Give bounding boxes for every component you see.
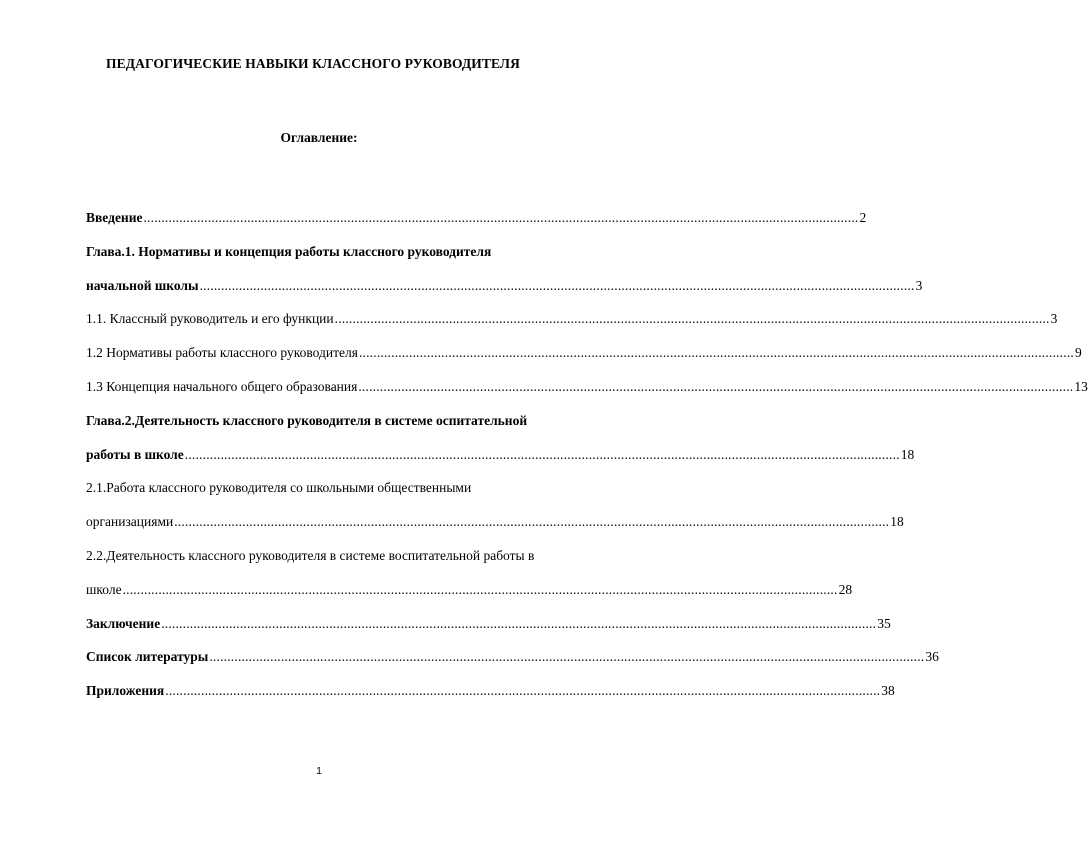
toc-entry-page: 13 [1074, 378, 1088, 394]
toc-entry-page: 2 [859, 210, 867, 225]
toc-leader-dots: ........................................................................................................................................................................................................ [165, 683, 881, 699]
toc-entry-page: 36 [925, 649, 939, 665]
toc-entry-text: работы в школе [86, 446, 184, 462]
toc-leader-dots: ........................................................................................................................................................................................................ [143, 210, 859, 225]
toc-entry-text: Глава.1. Нормативы и концепция работы классного руководителя [86, 243, 492, 259]
toc-entry-chapter-1-line-2[interactable] [86, 277, 923, 312]
toc-entry-introduction[interactable] [86, 210, 867, 244]
toc-entry-text: начальной школы [86, 277, 199, 293]
toc-entry-references[interactable] [86, 649, 939, 683]
toc-entry-page: 3 [915, 277, 923, 293]
document-title: ПЕДАГОГИЧЕСКИЕ НАВЫКИ КЛАССНОГО РУКОВОДИТЕЛЯ [106, 56, 520, 71]
toc-entry-text: Список литературы [86, 649, 209, 665]
toc-leader-dots: ........................................................................................................................................................................................................ [122, 581, 838, 597]
toc-entry-text: 2.2.Деятельность классного руководителя в системе воспитательной работы в [86, 547, 535, 563]
toc-entry-text: 1.2 Нормативы работы классного руководителя [86, 345, 358, 361]
toc-leader-dots: ........................................................................................................................................................................................................ [209, 649, 925, 665]
toc-leader-dots: ........................................................................................................................................................................................................ [358, 345, 1074, 361]
toc-entry-section-1-1[interactable] [86, 311, 1058, 345]
toc-leader-dots: ........................................................................................................................................................................................................ [334, 311, 1050, 327]
toc-entry-page: 18 [890, 514, 904, 530]
toc-entry-text: Приложения [86, 683, 165, 699]
toc-entry-section-2-1-line-1[interactable] [86, 480, 552, 514]
toc-entry-section-1-2[interactable] [86, 345, 1082, 379]
toc-entry-page: 18 [900, 446, 915, 462]
toc-entry-chapter-1-line-1[interactable] [86, 244, 552, 278]
toc-entry-text: Заключение [86, 615, 161, 631]
toc-entry-chapter-2-line-2[interactable] [86, 446, 915, 481]
toc-leader-dots: ........................................................................................................................................................................................................ [184, 446, 900, 462]
table-of-contents [86, 210, 1088, 717]
toc-entry-text: 1.3 Концепция начального общего образования [86, 378, 358, 394]
toc-leader-dots: ........................................................................................................................................................................................................ [199, 277, 915, 293]
toc-entry-section-2-1-line-2[interactable] [86, 514, 904, 548]
toc-leader-dots: ........................................................................................................................................................................................................ [358, 378, 1074, 394]
toc-entry-appendices[interactable] [86, 683, 895, 717]
toc-entry-page: 38 [881, 683, 895, 699]
toc-entry-text: организациями [86, 514, 174, 530]
toc-entry-text: Глава.2.Деятельность классного руководителя в системе оспитательной [86, 412, 528, 428]
toc-entry-page: 35 [877, 615, 891, 631]
toc-entry-conclusion[interactable] [86, 615, 891, 650]
toc-entry-page: 9 [1074, 345, 1082, 361]
toc-entry-page: 28 [838, 581, 853, 597]
toc-entry-text: 2.1.Работа классного руководителя со школьными общественными [86, 480, 472, 496]
toc-entry-chapter-2-line-1[interactable] [86, 413, 552, 447]
toc-entry-section-2-2-line-2[interactable] [86, 581, 853, 616]
toc-entry-section-1-3[interactable] [86, 378, 1088, 413]
toc-entry-section-2-2-line-1[interactable] [86, 548, 552, 582]
toc-entry-text: 1.1. Классный руководитель и его функции [86, 311, 334, 327]
toc-heading: Оглавление: [280, 130, 358, 145]
toc-leader-dots: ........................................................................................................................................................................................................ [161, 615, 877, 631]
page-number: 1 [316, 766, 322, 777]
toc-entry-text: Введение [86, 210, 143, 225]
toc-entry-text: школе [86, 581, 122, 597]
toc-entry-page: 3 [1050, 311, 1058, 327]
toc-leader-dots: ........................................................................................................................................................................................................ [174, 514, 890, 530]
